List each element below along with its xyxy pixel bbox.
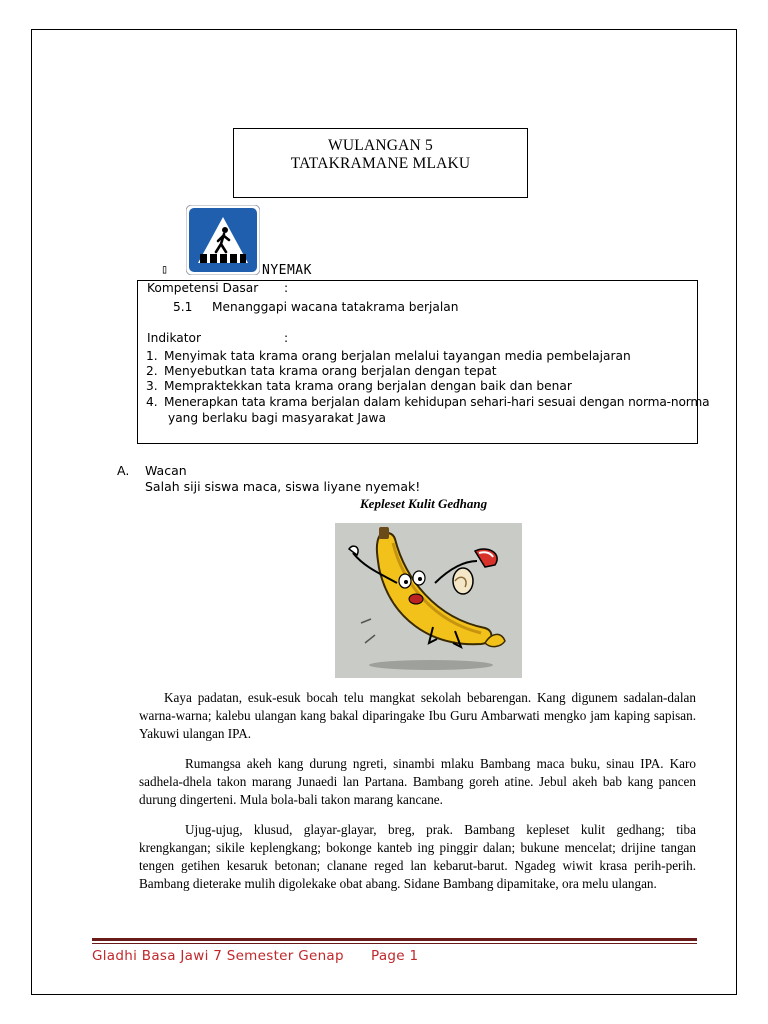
- crosswalk-sign-icon: [186, 205, 260, 275]
- indikator-number: 4.: [146, 395, 158, 409]
- indikator-number: 2.: [146, 364, 158, 378]
- bullet-marker: ▯: [161, 262, 169, 276]
- indikator-label: Indikator: [147, 331, 201, 345]
- kompetensi-item-text: Menanggapi wacana tatakrama berjalan: [212, 300, 459, 314]
- title-box: [233, 128, 528, 198]
- indikator-number: 3.: [146, 379, 158, 393]
- title-line-2: TATAKRAMANE MLAKU: [290, 155, 471, 172]
- indikator-number: 1.: [146, 349, 158, 363]
- indikator-item: Menyimak tata krama orang berjalan melalui tayangan media pembelajaran: [164, 349, 631, 363]
- wacan-instruction: Salah siji siswa maca, siswa liyane nyemak!: [145, 479, 421, 494]
- slipping-banana-illustration: [335, 523, 522, 678]
- story-paragraph: Rumangsa akeh kang durung ngreti, sinambi mlaku Bambang maca buku, sinau IPA. Karo sadhela-dhela takon marang Junaedi lan Partana. Bambang goreh atine. Jebul akeh bab kang pancen durung dingerteni. Mula bola-bali takon marang kancane.: [139, 756, 696, 807]
- footer-rule-thick: [92, 938, 697, 941]
- wacan-heading: Wacan: [145, 463, 187, 478]
- footer-title: Gladhi Basa Jawi 7 Semester Genap: [92, 948, 344, 964]
- story-paragraph: Ujug-ujug, klusud, glayar-glayar, breg, prak. Bambang kepleset kulit gedhang; tiba krengkangan; sikile keplengkang; bokonge kanteb ing pinggir dalan; bukune mencelat; drijine tangan tengen getihen kesaruk betonan; clanane reged lan kebarut-barut. Ngadeg wiwit krasa perih-perih. Bambang dieterake mulih digolekake obat abang. Sidane Bambang dipamitake, ora melu ulangan.: [139, 822, 696, 891]
- kompetensi-box: [137, 280, 710, 444]
- kompetensi-colon: :: [284, 281, 289, 295]
- footer-page-number: Page 1: [371, 948, 419, 964]
- section-label-nyemak: NYEMAK: [262, 263, 312, 278]
- indikator-item: Mempraktekkan tata krama orang berjalan dengan baik dan benar: [164, 379, 572, 393]
- indikator-item: Menyebutkan tata krama orang berjalan dengan tepat: [164, 364, 497, 378]
- story-title: Kepleset Kulit Gedhang: [360, 496, 488, 511]
- section-letter: A.: [117, 463, 130, 478]
- title-line-1: WULANGAN 5: [328, 137, 433, 154]
- footer-rule-thin: [92, 943, 697, 944]
- indikator-item-continuation: yang berlaku bagi masyarakat Jawa: [168, 411, 386, 425]
- kompetensi-label: Kompetensi Dasar: [147, 281, 259, 295]
- kompetensi-item-number: 5.1: [173, 300, 193, 314]
- story-paragraph: Kaya padatan, esuk-esuk bocah telu mangkat sekolah bebarengan. Kang digunem sadalan-dalan warna-warna; kalebu ulangan kang bakal diparingake Ibu Guru Ambarwati mengko jam kaping sapisan. Yakuwi ulangan IPA.: [139, 690, 696, 741]
- indikator-colon: :: [284, 331, 289, 345]
- indikator-item: Menerapkan tata krama berjalan dalam kehidupan sehari-hari sesuai dengan norma-norma: [164, 395, 710, 409]
